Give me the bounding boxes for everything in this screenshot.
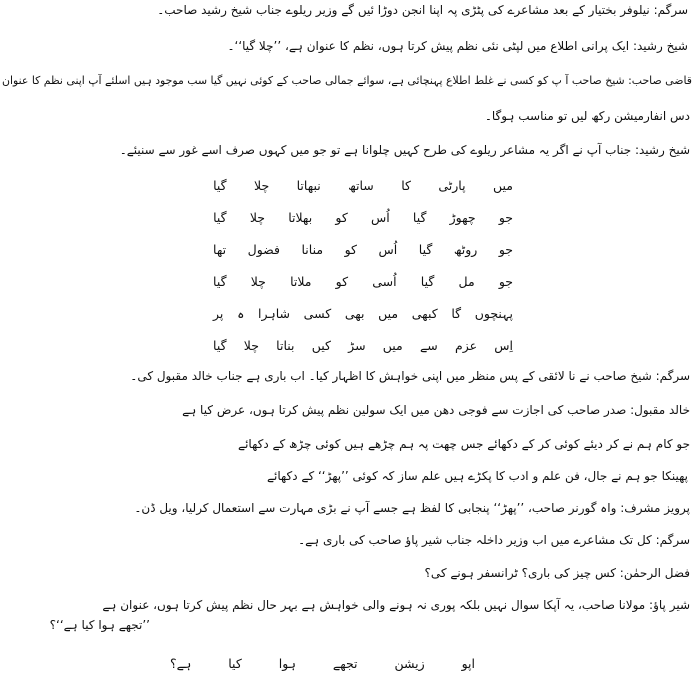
verse-word: فضول <box>247 242 280 257</box>
poem-verse <box>170 656 475 672</box>
verse-word: کسی <box>303 306 332 321</box>
verse-word: پہنچوں <box>474 306 513 321</box>
verse-word: گیا <box>418 242 433 257</box>
text-line: سرگم: کل تک مشاعرے میں اب وزیر داخلہ جناب شیر پاؤ صاحب کی باری ہے۔ <box>298 533 690 547</box>
verse-word: زیشن <box>394 656 425 671</box>
verse-word: گیا <box>213 178 227 193</box>
text-line: شیخ رشید: جناب آپ نے اگر یہ مشاعر ریلوے کی طرح کہیں چلوانا ہے تو جو میں کہوں صرف اسے غور سے سنیئے۔ <box>119 143 690 157</box>
verse-word: پارٹی <box>438 178 466 193</box>
verse-word: کیں <box>311 338 331 353</box>
verse-word: گیا <box>213 274 227 289</box>
verse-word: مل <box>458 274 475 289</box>
verse-word: چلا <box>249 210 265 225</box>
verse-word: سڑ <box>348 338 366 353</box>
verse-word: اُسی <box>372 274 397 289</box>
verse-word: میں <box>493 178 513 193</box>
text-line: شیخ رشید: ایک پرانی اطلاع میں لپٹی نئی نظم پیش کرتا ہوں، نظم کا عنوان ہے، ’’چلا گیا‘‘۔ <box>227 39 688 53</box>
verse-word: اُس <box>378 242 398 257</box>
poem-verse <box>213 306 513 322</box>
text-line: خالد مقبول: صدر صاحب کی اجازت سے فوجی دھن میں ایک سولین نظم پیش کرتا ہوں، عرض کیا ہے <box>182 403 690 417</box>
verse-word: عزم <box>454 338 478 353</box>
verse-word: تجھے <box>332 656 358 671</box>
verse-word: کیا <box>228 656 242 671</box>
verse-word: میں <box>378 306 399 321</box>
verse-word: ملاتا <box>290 274 312 289</box>
text-line: ’’تجھے ہوا کیا ہے‘‘؟ <box>49 618 150 632</box>
verse-word: اِس <box>494 338 513 353</box>
verse-word: روٹھ <box>453 242 478 257</box>
verse-word: نبھاتا <box>296 178 321 193</box>
text-line: قاضی صاحب: شیخ صاحب آ پ کو کسی نے غلط اطلاع پہنچائی ہے، سوائے جمالی صاحب کے کوئی نہیں گیا سب موجود ہیں اسلئے آپ اپنی نظم کا عنوان <box>1 74 692 87</box>
verse-word: اپو <box>461 656 475 671</box>
text-line: پرویز مشرف: واہ گورنر صاحب، ’’پھڑ‘‘ پنجابی کا لفظ ہے جسے آپ نے بڑی مہارت سے استعمال کرلیا، ویل ڈن۔ <box>134 501 690 515</box>
verse-word: سے <box>419 338 438 353</box>
verse-word: پر <box>213 306 224 321</box>
verse-word: کا <box>401 178 411 193</box>
verse-word: میں <box>382 338 403 353</box>
verse-word: گیا <box>213 210 227 225</box>
verse-word: کو <box>344 242 358 257</box>
verse-word: چلا <box>243 338 259 353</box>
verse-word: ہے؟ <box>170 656 192 671</box>
verse-word: گیا <box>412 210 427 225</box>
verse-word: کو <box>335 274 349 289</box>
verse-word: چلا <box>250 274 266 289</box>
poem-verse <box>213 210 513 226</box>
poem-verse <box>213 274 513 290</box>
verse-word: ہوا <box>278 656 296 671</box>
verse-word: چھوڑ <box>449 210 476 225</box>
text-line: دس انفارمیشن رکھ لیں تو مناسب ہوگا۔ <box>484 109 690 123</box>
verse-word: بناتا <box>276 338 295 353</box>
text-line: سرگم: نیلوفر بختیار کے بعد مشاعرے کی پٹڑی پہ اپنا انجن دوڑا ئیں گے وزیر ریلوے جناب شیخ رشید صاحب۔ <box>157 3 688 17</box>
verse-word: بھی <box>344 306 365 321</box>
verse-word: ساتھ <box>348 178 374 193</box>
verse-word: بھلاتا <box>288 210 313 225</box>
verse-word: منانا <box>301 242 324 257</box>
verse-word: اُس <box>370 210 390 225</box>
text-line: پھینکا جو ہم نے جال، فن علم و ادب کا پکڑے ہیں علم ساز کہ کوئی ’’پھڑ‘‘ کے دکھائے <box>267 469 688 483</box>
text-line: شیر پاؤ: مولانا صاحب، یہ آپکا سوال نہیں بلکہ پوری نہ ہونے والی خواہش ہے بہر حال نظم پیش کرتا ہوں، عنوان ہے <box>102 598 690 612</box>
verse-word: گا <box>451 306 462 321</box>
poem-verse <box>213 242 513 258</box>
text-line: جو کام ہم نے کر دیئے کوئی کر کے دکھائے جس چھت پہ ہم چڑھے ہیں کوئی چڑھ کے دکھائے <box>238 437 690 451</box>
verse-word: جو <box>498 242 513 257</box>
verse-word: کو <box>335 210 348 225</box>
text-line: سرگم: شیخ صاحب نے نا لائقی کے پس منظر میں اپنی خواہش کا اظہار کیا۔ اب باری ہے جناب خالد مقبول کی۔ <box>130 369 690 383</box>
verse-word: چلا <box>254 178 270 193</box>
verse-word: تھا <box>213 242 227 257</box>
verse-word: جو <box>498 274 513 289</box>
text-line: فضل الرحمٰن: کس چیز کی باری؟ ٹرانسفر ہونے کی؟ <box>424 566 690 580</box>
verse-word: ہ <box>237 306 245 321</box>
verse-word: گیا <box>420 274 435 289</box>
verse-word: شاہرا <box>258 306 291 321</box>
verse-word: کبھی <box>411 306 438 321</box>
poem-verse <box>213 178 513 194</box>
verse-word: گیا <box>213 338 227 353</box>
poem-verse <box>213 338 513 354</box>
verse-word: جو <box>498 210 513 225</box>
